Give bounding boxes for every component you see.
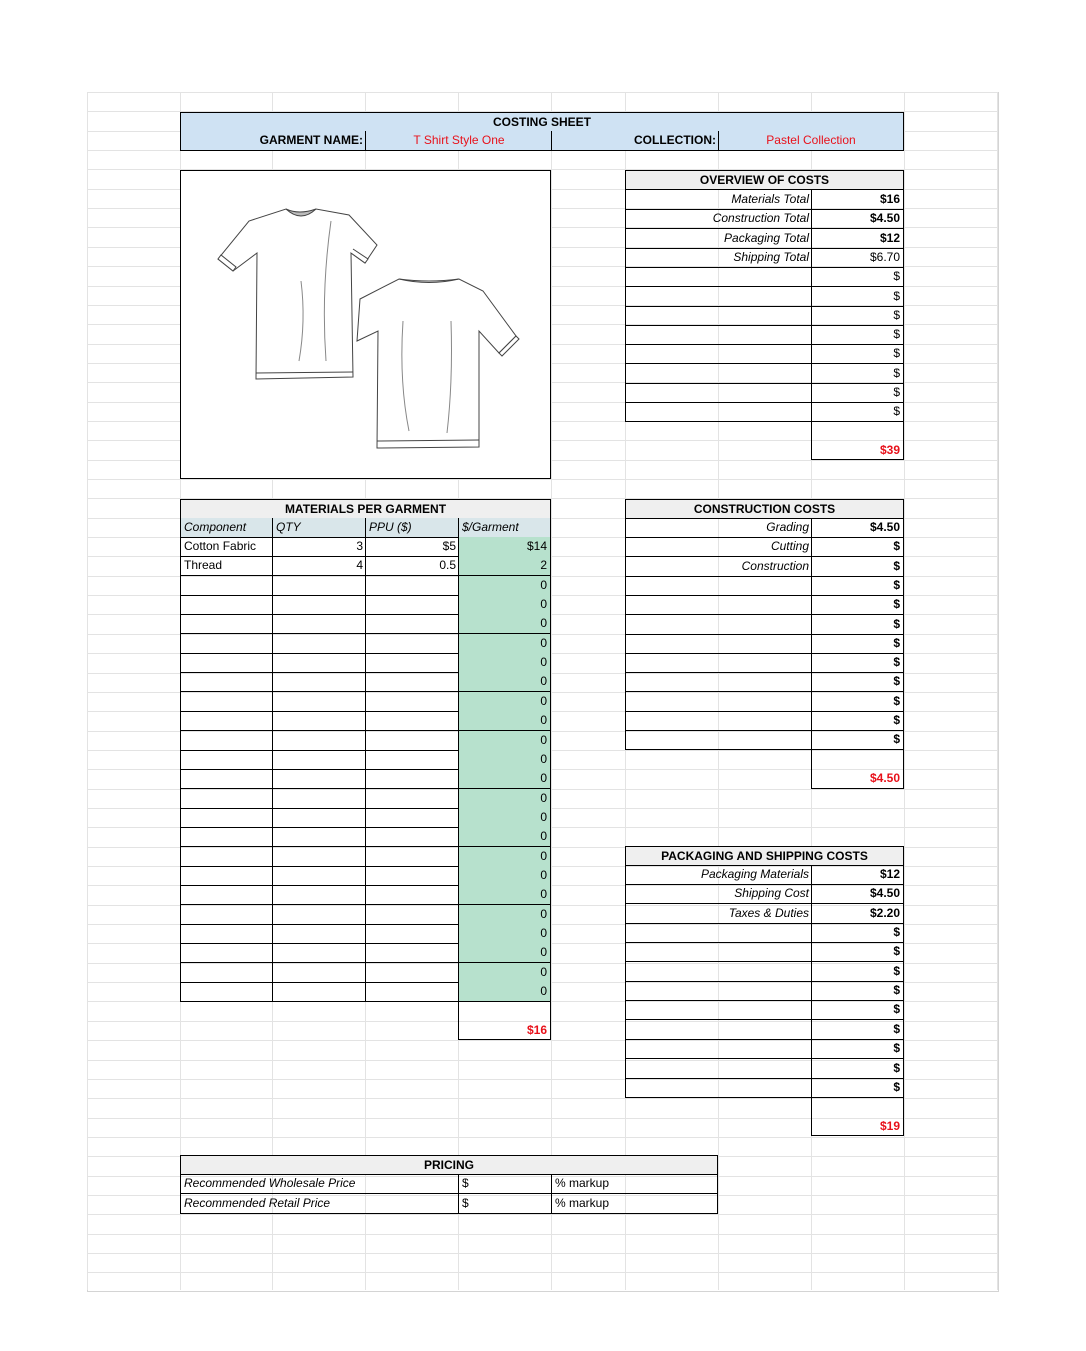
material-per-garment-cell: 0 <box>458 924 551 944</box>
pricing-title: PRICING <box>180 1155 718 1175</box>
material-ppu-cell[interactable] <box>365 943 459 963</box>
material-qty-cell[interactable] <box>272 847 366 867</box>
material-qty-cell[interactable] <box>272 731 366 751</box>
packaging-row-value[interactable]: $ <box>811 1039 904 1059</box>
materials-column-header: $/Garment <box>458 518 551 538</box>
material-component-cell[interactable] <box>180 808 273 828</box>
material-per-garment-cell: 0 <box>458 769 551 789</box>
material-ppu-cell[interactable] <box>365 866 459 886</box>
construction-row-label <box>625 730 812 750</box>
material-qty-cell[interactable] <box>272 711 366 731</box>
overview-row-value[interactable]: $12 <box>811 229 904 249</box>
material-per-garment-cell: 0 <box>458 653 551 673</box>
packaging-row-label <box>625 962 812 982</box>
construction-row-value[interactable]: $ <box>811 730 904 750</box>
material-per-garment-cell: $14 <box>458 537 551 557</box>
overview-row-label: Materials Total <box>625 190 812 210</box>
material-qty-cell[interactable] <box>272 672 366 692</box>
material-per-garment-cell: 0 <box>458 827 551 847</box>
construction-title: CONSTRUCTION COSTS <box>625 499 904 519</box>
construction-row-label <box>625 711 812 731</box>
grid-row-line <box>87 1253 997 1254</box>
material-ppu-cell[interactable] <box>365 789 459 809</box>
overview-row-label <box>625 306 812 326</box>
construction-row-label <box>625 576 812 596</box>
material-qty-cell[interactable] <box>272 769 366 789</box>
packaging-row-label <box>625 942 812 962</box>
material-ppu-cell[interactable] <box>365 924 459 944</box>
material-per-garment-cell: 0 <box>458 711 551 731</box>
grid-row-line <box>87 1214 997 1215</box>
construction-row-label <box>625 672 812 692</box>
material-ppu-cell[interactable]: 0.5 <box>365 556 459 576</box>
material-qty-cell[interactable] <box>272 614 366 634</box>
material-ppu-cell[interactable] <box>365 808 459 828</box>
garment-name-value[interactable]: T Shirt Style One <box>365 131 552 151</box>
garment-name-label: GARMENT NAME: <box>180 131 366 151</box>
material-qty-cell[interactable] <box>272 982 366 1002</box>
construction-row-label <box>625 692 812 712</box>
material-ppu-cell[interactable] <box>365 672 459 692</box>
construction-row-value[interactable]: $ <box>811 672 904 692</box>
material-per-garment-cell: 0 <box>458 576 551 596</box>
material-component-cell[interactable] <box>180 769 273 789</box>
packaging-row-label: Packaging Materials <box>625 865 812 885</box>
overview-row-label: Construction Total <box>625 209 812 229</box>
materials-total: $16 <box>458 1001 551 1040</box>
material-ppu-cell[interactable] <box>365 885 459 905</box>
packaging-row-value[interactable]: $ <box>811 981 904 1001</box>
material-component-cell[interactable]: Thread <box>180 556 273 576</box>
overview-row-label: Packaging Total <box>625 229 812 249</box>
material-ppu-cell[interactable] <box>365 963 459 983</box>
material-per-garment-cell: 0 <box>458 847 551 867</box>
packaging-row-value[interactable]: $ <box>811 1059 904 1079</box>
material-per-garment-cell: 0 <box>458 789 551 809</box>
material-per-garment-cell: 0 <box>458 750 551 770</box>
construction-row-value[interactable]: $ <box>811 576 904 596</box>
material-per-garment-cell: 0 <box>458 692 551 712</box>
construction-row-label: Cutting <box>625 537 812 557</box>
material-component-cell[interactable] <box>180 943 273 963</box>
material-component-cell[interactable] <box>180 672 273 692</box>
pricing-row-value[interactable]: $ <box>458 1174 552 1194</box>
grid-row-line <box>87 1137 997 1138</box>
material-per-garment-cell: 0 <box>458 982 551 1002</box>
material-component-cell[interactable] <box>180 711 273 731</box>
material-component-cell[interactable] <box>180 963 273 983</box>
overview-row-label: Shipping Total <box>625 248 812 268</box>
material-per-garment-cell: 0 <box>458 885 551 905</box>
packaging-row-value[interactable]: $12 <box>811 865 904 885</box>
grid-row-line <box>87 92 997 93</box>
packaging-total: $19 <box>811 1097 904 1136</box>
material-qty-cell[interactable] <box>272 866 366 886</box>
overview-total: $39 <box>811 421 904 460</box>
material-component-cell[interactable] <box>180 866 273 886</box>
material-component-cell[interactable]: Cotton Fabric <box>180 537 273 557</box>
garment-sketch <box>180 170 551 479</box>
construction-row-value[interactable]: $ <box>811 557 904 577</box>
construction-row-value[interactable]: $ <box>811 692 904 712</box>
construction-row-label <box>625 615 812 635</box>
material-qty-cell[interactable] <box>272 808 366 828</box>
overview-row-label <box>625 287 812 307</box>
packaging-row-value[interactable]: $ <box>811 1020 904 1040</box>
material-ppu-cell[interactable] <box>365 614 459 634</box>
packaging-title: PACKAGING AND SHIPPING COSTS <box>625 846 904 866</box>
material-ppu-cell[interactable] <box>365 653 459 673</box>
pricing-row-value[interactable]: $ <box>458 1194 552 1214</box>
material-qty-cell[interactable] <box>272 789 366 809</box>
material-component-cell[interactable] <box>180 885 273 905</box>
material-per-garment-cell: 0 <box>458 731 551 751</box>
collection-label: COLLECTION: <box>551 131 719 151</box>
overview-row-value[interactable]: $ <box>811 306 904 326</box>
material-per-garment-cell: 0 <box>458 634 551 654</box>
material-ppu-cell[interactable] <box>365 731 459 751</box>
packaging-row-value[interactable]: $ <box>811 1000 904 1020</box>
materials-column-header: Component <box>180 518 273 538</box>
material-component-cell[interactable] <box>180 595 273 615</box>
material-ppu-cell[interactable] <box>365 576 459 596</box>
packaging-row-value[interactable]: $4.50 <box>811 884 904 904</box>
material-ppu-cell[interactable] <box>365 692 459 712</box>
material-per-garment-cell: 0 <box>458 905 551 925</box>
material-component-cell[interactable] <box>180 789 273 809</box>
pricing-row-markup[interactable]: % markup <box>551 1194 718 1214</box>
tshirt-sketch-icon <box>181 171 550 478</box>
material-component-cell[interactable] <box>180 924 273 944</box>
material-ppu-cell[interactable] <box>365 827 459 847</box>
costing-sheet-title: COSTING SHEET <box>180 112 904 132</box>
packaging-row-label <box>625 1000 812 1020</box>
material-per-garment-cell: 0 <box>458 866 551 886</box>
material-ppu-cell[interactable]: $5 <box>365 537 459 557</box>
materials-column-header: PPU ($) <box>365 518 459 538</box>
material-qty-cell[interactable]: 3 <box>272 537 366 557</box>
pricing-row-markup[interactable]: % markup <box>551 1174 718 1194</box>
overview-row-label <box>625 364 812 384</box>
material-ppu-cell[interactable] <box>365 769 459 789</box>
material-qty-cell[interactable] <box>272 924 366 944</box>
grid-column-line <box>904 92 905 1290</box>
material-qty-cell[interactable] <box>272 827 366 847</box>
packaging-row-value[interactable]: $ <box>811 923 904 943</box>
overview-row-label <box>625 344 812 364</box>
packaging-row-value[interactable]: $ <box>811 962 904 982</box>
grid-column-line <box>87 92 88 1290</box>
construction-row-label <box>625 595 812 615</box>
material-qty-cell[interactable] <box>272 653 366 673</box>
material-component-cell[interactable] <box>180 905 273 925</box>
construction-total: $4.50 <box>811 749 904 789</box>
overview-row-value[interactable]: $ <box>811 364 904 384</box>
material-ppu-cell[interactable] <box>365 750 459 770</box>
material-per-garment-cell: 0 <box>458 943 551 963</box>
overview-row-value[interactable]: $4.50 <box>811 209 904 229</box>
construction-row-value[interactable]: $ <box>811 634 904 654</box>
material-qty-cell[interactable] <box>272 634 366 654</box>
material-component-cell[interactable] <box>180 731 273 751</box>
material-per-garment-cell: 0 <box>458 595 551 615</box>
overview-row-value[interactable]: $ <box>811 267 904 287</box>
construction-row-value[interactable]: $ <box>811 711 904 731</box>
overview-row-value[interactable]: $ <box>811 402 904 422</box>
construction-row-label: Construction <box>625 557 812 577</box>
overview-row-value[interactable]: $6.70 <box>811 248 904 268</box>
construction-row-value[interactable]: $ <box>811 595 904 615</box>
construction-row-label <box>625 634 812 654</box>
overview-row-label <box>625 325 812 345</box>
material-qty-cell[interactable]: 4 <box>272 556 366 576</box>
packaging-row-label <box>625 981 812 1001</box>
material-component-cell[interactable] <box>180 692 273 712</box>
material-ppu-cell[interactable] <box>365 634 459 654</box>
materials-title: MATERIALS PER GARMENT <box>180 499 551 519</box>
material-ppu-cell[interactable] <box>365 905 459 925</box>
material-component-cell[interactable] <box>180 847 273 867</box>
material-component-cell[interactable] <box>180 634 273 654</box>
overview-row-label <box>625 383 812 403</box>
packaging-row-label <box>625 1039 812 1059</box>
collection-value[interactable]: Pastel Collection <box>718 131 904 151</box>
material-per-garment-cell: 2 <box>458 556 551 576</box>
pricing-row-label: Recommended Retail Price <box>180 1194 459 1214</box>
packaging-row-label <box>625 1059 812 1079</box>
grid-column-line <box>997 92 998 1290</box>
material-per-garment-cell: 0 <box>458 808 551 828</box>
material-qty-cell[interactable] <box>272 595 366 615</box>
overview-row-label <box>625 402 812 422</box>
construction-row-value[interactable]: $ <box>811 653 904 673</box>
material-qty-cell[interactable] <box>272 885 366 905</box>
material-ppu-cell[interactable] <box>365 595 459 615</box>
material-qty-cell[interactable] <box>272 692 366 712</box>
material-qty-cell[interactable] <box>272 576 366 596</box>
material-component-cell[interactable] <box>180 750 273 770</box>
overview-row-value[interactable]: $16 <box>811 190 904 210</box>
packaging-row-label <box>625 1078 812 1098</box>
materials-column-header: QTY <box>272 518 366 538</box>
construction-row-label: Grading <box>625 518 812 538</box>
grid-row-line <box>87 1234 997 1235</box>
material-component-cell[interactable] <box>180 982 273 1002</box>
overview-title: OVERVIEW OF COSTS <box>625 170 904 190</box>
material-ppu-cell[interactable] <box>365 847 459 867</box>
construction-row-value[interactable]: $ <box>811 615 904 635</box>
construction-row-label <box>625 653 812 673</box>
grid-row-line <box>87 1272 997 1273</box>
material-per-garment-cell: 0 <box>458 614 551 634</box>
overview-row-value[interactable]: $ <box>811 344 904 364</box>
construction-row-value[interactable]: $4.50 <box>811 518 904 538</box>
overview-row-value[interactable]: $ <box>811 325 904 345</box>
material-ppu-cell[interactable] <box>365 711 459 731</box>
material-qty-cell[interactable] <box>272 905 366 925</box>
packaging-row-label <box>625 1020 812 1040</box>
material-qty-cell[interactable] <box>272 943 366 963</box>
packaging-row-label: Taxes & Duties <box>625 904 812 924</box>
packaging-row-label <box>625 923 812 943</box>
overview-row-label <box>625 267 812 287</box>
material-component-cell[interactable] <box>180 576 273 596</box>
construction-row-value[interactable]: $ <box>811 537 904 557</box>
packaging-row-value[interactable]: $ <box>811 942 904 962</box>
packaging-row-value[interactable]: $2.20 <box>811 904 904 924</box>
overview-row-value[interactable]: $ <box>811 287 904 307</box>
material-per-garment-cell: 0 <box>458 672 551 692</box>
material-component-cell[interactable] <box>180 653 273 673</box>
overview-row-value[interactable]: $ <box>811 383 904 403</box>
material-component-cell[interactable] <box>180 614 273 634</box>
material-ppu-cell[interactable] <box>365 982 459 1002</box>
material-component-cell[interactable] <box>180 827 273 847</box>
material-qty-cell[interactable] <box>272 750 366 770</box>
material-per-garment-cell: 0 <box>458 963 551 983</box>
pricing-row-label: Recommended Wholesale Price <box>180 1174 459 1194</box>
grid-column-line <box>551 92 552 1290</box>
packaging-row-label: Shipping Cost <box>625 884 812 904</box>
packaging-row-value[interactable]: $ <box>811 1078 904 1098</box>
material-qty-cell[interactable] <box>272 963 366 983</box>
